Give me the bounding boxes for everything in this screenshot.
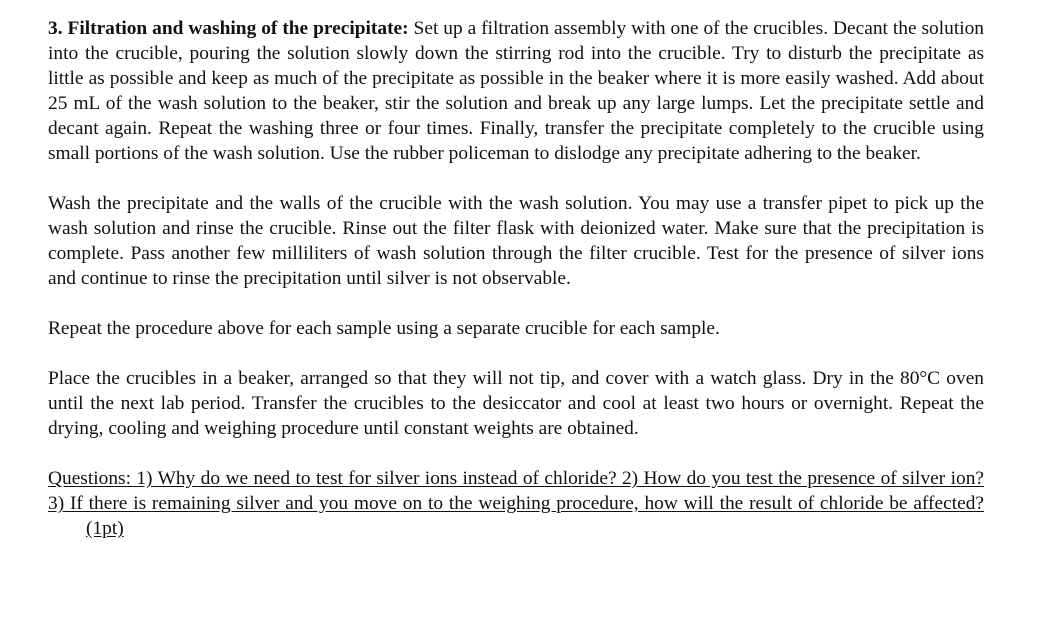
repeat-paragraph: Repeat the procedure above for each sample using a separate crucible for each sample. (48, 318, 720, 339)
drying-paragraph: Place the crucibles in a beaker, arranged so that they will not tip, and cover with a watch glass. Dry in the 80°C oven until the next lab period. Transfer the crucibles to the desiccator and cool at least two hours or overnight. Repeat the drying, cooling and weighing procedure until constant weights are obtained. (48, 368, 984, 439)
questions-paragraph (48, 466, 984, 541)
section-3-paragraph (48, 16, 984, 166)
wash-paragraph: Wash the precipitate and the walls of the crucible with the wash solution. You may use a transfer pipet to pick up the wash solution and rinse the crucible. Rinse out the filter flask with deionized water. Make sure that the precipitation is complete. Pass another few milliliters of wash solution through the filter crucible. Test for the presence of silver ions and continue to rinse the precipitation until silver is not observable. (48, 193, 984, 289)
section-3-text: Set up a filtration assembly with one of the crucibles. Decant the solution into the crucible, pouring the solution slowly down the stirring rod into the crucible. Try to disturb the precipitate as little as possible and keep as much of the precipitate as possible in the beaker where it is more easily washed. Add about 25 mL of the wash solution to the beaker, stir the solution and break up any large lumps. Let the precipitate settle and decant again. Repeat the washing three or four times. Finally, transfer the precipitate completely to the crucible using small portions of the wash solution. Use the rubber policeman to dislodge any precipitate adhering to the beaker. (48, 18, 984, 164)
questions-text: Questions: 1) Why do we need to test for silver ions instead of chloride? 2) How do you test the presence of silver ion? 3) If there is remaining silver and you move on to the weighing procedure, how will the result of chloride be affected? (48, 468, 984, 514)
points-label: (1pt) (86, 518, 124, 539)
section-3-heading: 3. Filtration and washing of the precipitate: (48, 18, 409, 39)
document-page (48, 16, 984, 566)
